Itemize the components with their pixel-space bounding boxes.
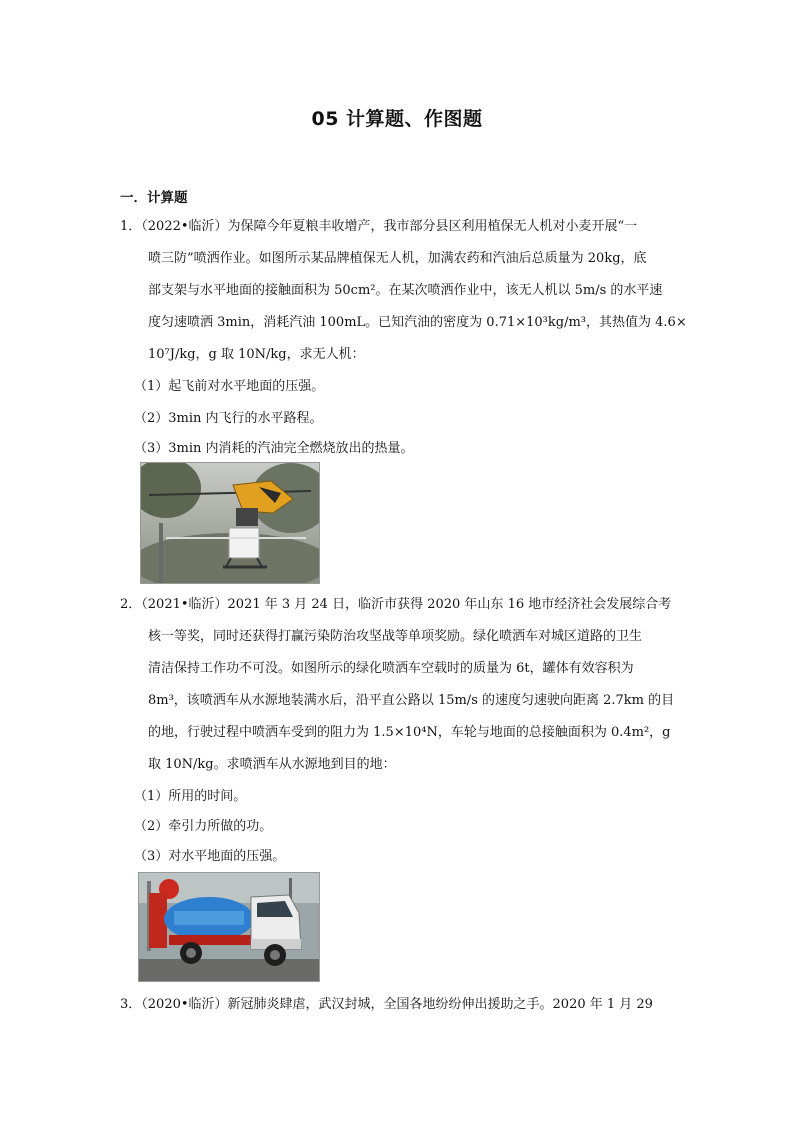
q2-line-5: 的地，行驶过程中喷洒车受到的阻力为 1.5×10⁴N，车轮与地面的总接触面积为 0.4m²，g — [148, 725, 671, 740]
drone-photo — [140, 462, 320, 584]
q2-sub-2: （2）牵引力所做的功。 — [134, 819, 273, 834]
section-heading: 一．计算题 — [120, 190, 188, 206]
q2-sub-3: （3）对水平地面的压强。 — [134, 849, 286, 864]
q3-line-1: 3．（2020•临沂）新冠肺炎肆虐，武汉封城，全国各地纷纷伸出援助之手。2020 年 1 月 29 — [120, 997, 653, 1012]
q1-sub-3: （3）3min 内消耗的汽油完全燃烧放出的热量。 — [134, 441, 414, 456]
q1-line-3: 部支架与水平地面的接触面积为 50cm²。在某次喷洒作业中，该无人机以 5m/s 的水平速 — [148, 283, 663, 298]
sprinkler-truck-drawing — [139, 873, 319, 981]
q2-line-2: 核一等奖，同时还获得打赢污染防治攻坚战等单项奖励。绿化喷洒车对城区道路的卫生 — [148, 629, 643, 644]
q1-sub-1: （1）起飞前对水平地面的压强。 — [134, 379, 325, 394]
drone-photo-drawing — [141, 463, 319, 583]
q2-line-3: 清洁保持工作功不可没。如图所示的绿化喷洒车空载时的质量为 6t，罐体有效容积为 — [148, 661, 634, 676]
page-title: 05 计算题、作图题 — [311, 108, 483, 130]
q1-line-1: 1．（2022•临沂）为保障今年夏粮丰收增产，我市部分县区利用植保无人机对小麦开展“一 — [120, 219, 638, 234]
q2-line-6: 取 10N/kg。求喷洒车从水源地到目的地： — [148, 757, 396, 772]
q1-line-4: 度匀速喷洒 3min，消耗汽油 100mL。已知汽油的密度为 0.71×10³kg/m³，其热值为 4.6× — [148, 315, 687, 330]
q2-line-4: 8m³，该喷洒车从水源地装满水后，沿平直公路以 15m/s 的速度匀速驶向距离 2.7km 的目 — [148, 693, 675, 708]
q1-sub-2: （2）3min 内飞行的水平路程。 — [134, 411, 323, 426]
q2-sub-1: （1）所用的时间。 — [134, 789, 247, 804]
sprinkler-truck-photo — [138, 872, 320, 982]
q1-line-2: 喷三防”喷洒作业。如图所示某品牌植保无人机，加满农药和汽油后总质量为 20kg，底 — [148, 251, 647, 266]
q1-line-5: 10⁷J/kg，g 取 10N/kg，求无人机： — [148, 347, 365, 362]
q2-line-1: 2．（2021•临沂）2021 年 3 月 24 日，临沂市获得 2020 年山东 16 地市经济社会发展综合考 — [120, 597, 672, 612]
